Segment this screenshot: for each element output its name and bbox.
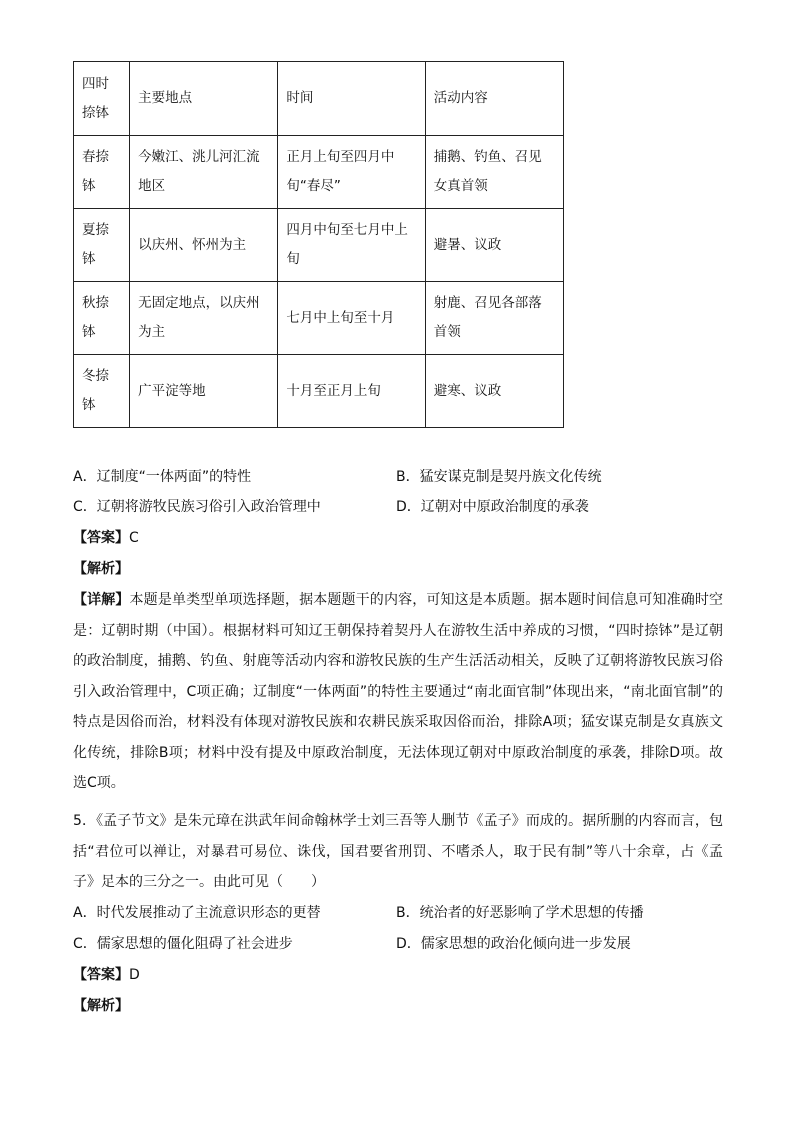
- table-cell: 十月至正月上旬: [278, 355, 425, 428]
- q5-answer: [73, 965, 140, 985]
- table-header-row: [74, 62, 564, 136]
- table-header-cell: 四时捺钵: [74, 62, 130, 136]
- q5-stem: 5．《孟子节文》是朱元璋在洪武年间命翰林学士刘三吾等人删节《孟子》而成的。据所删的内容而言，包括“君位可以禅让，对暴君可易位、诛伐，国君要省刑罚、不嗜杀人，取于民有制”等八十余章，占《孟子》足本的三分之一。由此可见（ ）: [73, 813, 723, 890]
- table-row: [74, 136, 564, 209]
- table-cell: 七月中上旬至十月: [278, 282, 425, 355]
- table-cell: 冬捺钵: [74, 355, 130, 428]
- answer-label: 【答案】: [73, 530, 129, 546]
- q4-option-c: C．辽朝将游牧民族习俗引入政治管理中: [73, 499, 321, 515]
- table-header-cell: 时间: [278, 62, 425, 136]
- table-cell: 秋捺钵: [74, 282, 130, 355]
- q5-analysis-label: 【解析】: [73, 998, 129, 1014]
- q5-option-a: A．时代发展推动了主流意识形态的更替: [73, 905, 321, 921]
- q4-answer: [73, 528, 139, 548]
- q4-option-d: D．辽朝对中原政治制度的承袭: [396, 499, 589, 515]
- detail-text: 本题是单类型单项选择题，据本题题干的内容，可知这是本质题。据本题时间信息可知准确时空是：辽朝时期（中国）。根据材料可知辽王朝保持着契丹人在游牧生活中养成的习惯，“四时捺钵”是辽朝的政治制度，捕鹅、钓鱼、射鹿等活动内容和游牧民族的生产生活活动相关，反映了辽朝将游牧民族习俗引入政治管理中，C项正确；辽制度“一体两面”的特性主要通过“南北面官制”体现出来，“南北面官制”的特点是因俗而治，材料没有体现对游牧民族和农耕民族采取因俗而治，排除A项；猛安谋克制是女真族文化传统，排除B项；材料中没有提及中原政治制度，无法体现辽朝对中原政治制度的承袭，排除D项。故选C项。: [73, 592, 724, 791]
- table-row: [74, 355, 564, 428]
- answer-value: C: [129, 530, 139, 546]
- seasonal-nabo-table: [73, 61, 564, 428]
- table-row: [74, 209, 564, 282]
- table-cell: 今嫩江、洮儿河汇流地区: [130, 136, 278, 209]
- q5-option-d: D．儒家思想的政治化倾向进一步发展: [396, 936, 631, 952]
- table-cell: 避寒、议政: [425, 355, 563, 428]
- table-cell: 广平淀等地: [130, 355, 278, 428]
- table-cell: 射鹿、召见各部落首领: [425, 282, 563, 355]
- q4-detail-paragraph: [73, 585, 723, 799]
- q5-option-c: C．儒家思想的僵化阻碍了社会进步: [73, 936, 293, 952]
- table-cell: 捕鹅、钓鱼、召见女真首领: [425, 136, 563, 209]
- table-header-cell: 活动内容: [425, 62, 563, 136]
- q5-option-b: B．统治者的好恶影响了学术思想的传播: [396, 905, 644, 921]
- table-cell: 避暑、议政: [425, 209, 563, 282]
- table-cell: 春捺钵: [74, 136, 130, 209]
- q4-option-a: A．辽制度“一体两面”的特性: [73, 469, 252, 485]
- table-cell: 四月中旬至七月中上旬: [278, 209, 425, 282]
- table-header-cell: 主要地点: [130, 62, 278, 136]
- table-cell: 无固定地点，以庆州为主: [130, 282, 278, 355]
- answer-label: 【答案】: [73, 967, 129, 983]
- table-cell: 以庆州、怀州为主: [130, 209, 278, 282]
- q4-analysis-label: 【解析】: [73, 561, 129, 577]
- answer-value: D: [129, 967, 140, 983]
- q4-option-b: B．猛安谋克制是契丹族文化传统: [396, 469, 602, 485]
- table-cell: 正月上旬至四月中旬“春尽”: [278, 136, 425, 209]
- table-row: [74, 282, 564, 355]
- detail-label: 【详解】: [73, 592, 130, 608]
- table-cell: 夏捺钵: [74, 209, 130, 282]
